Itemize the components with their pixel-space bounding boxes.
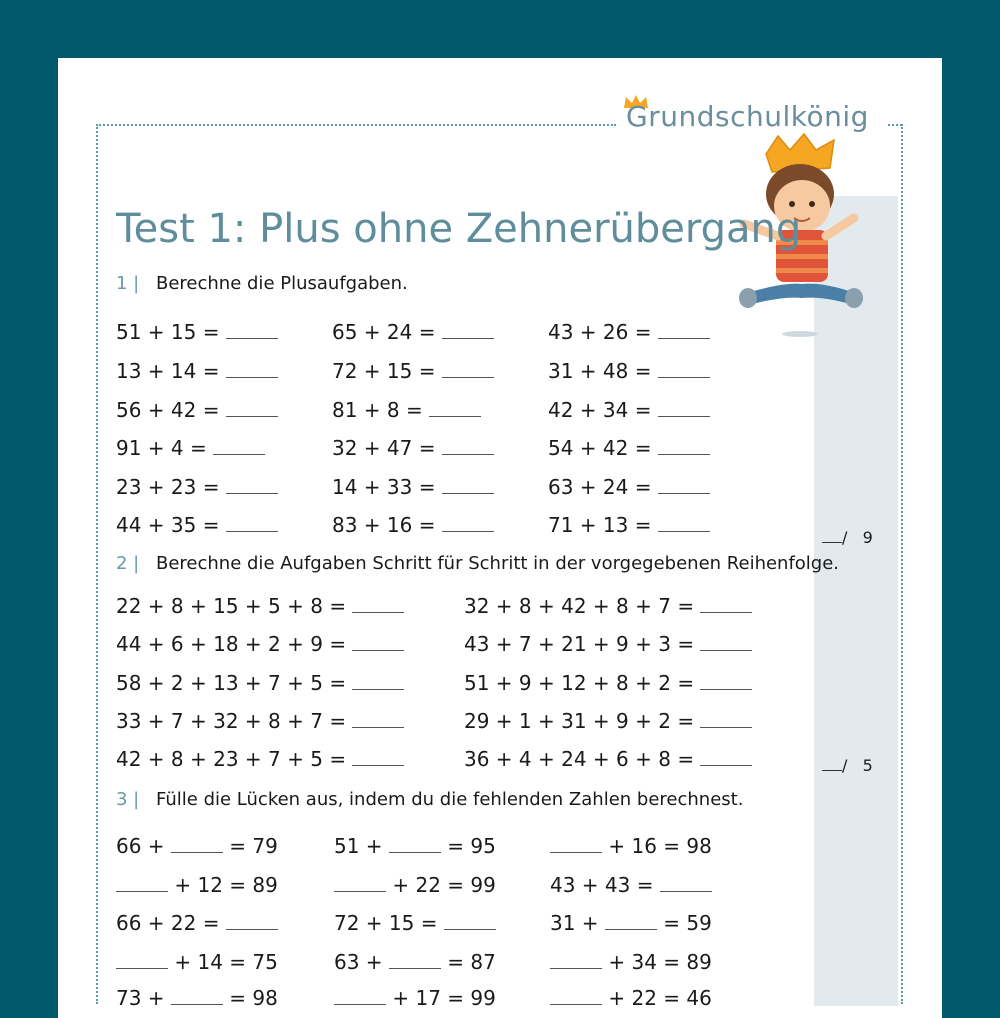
equation-text: 23 + 23 =: [116, 475, 220, 499]
equation-text: + 34 = 89: [608, 950, 712, 974]
answer-blank[interactable]: [550, 838, 602, 853]
answer-blank[interactable]: [352, 598, 404, 613]
equation-text: 13 + 14 =: [116, 359, 220, 383]
answer-blank[interactable]: [226, 517, 278, 532]
answer-blank[interactable]: [700, 713, 752, 728]
equation: [116, 911, 278, 935]
equation: [116, 671, 404, 695]
equation-text: + 16 = 98: [608, 834, 712, 858]
equation: [116, 950, 278, 974]
answer-blank[interactable]: [226, 915, 278, 930]
answer-blank[interactable]: [352, 675, 404, 690]
equation-text: 44 + 35 =: [116, 513, 220, 537]
section-2-heading: [116, 553, 839, 574]
equation-text: 51 +: [334, 834, 383, 858]
equation-text: 22 + 8 + 15 + 5 + 8 =: [116, 594, 347, 618]
answer-blank[interactable]: [226, 363, 278, 378]
equation-text: = 87: [447, 950, 496, 974]
answer-blank[interactable]: [213, 440, 265, 455]
equation: [550, 834, 712, 858]
equation: [550, 950, 712, 974]
equation-text: + 17 = 99: [392, 986, 496, 1010]
answer-blank[interactable]: [658, 517, 710, 532]
equation-text: 43 + 43 =: [550, 873, 654, 897]
equation-text: + 14 = 75: [174, 950, 278, 974]
answer-blank[interactable]: [658, 324, 710, 339]
equation: [116, 475, 278, 499]
answer-blank[interactable]: [442, 517, 494, 532]
equation-text: 72 + 15 =: [332, 359, 436, 383]
equation: [548, 359, 710, 383]
answer-blank[interactable]: [660, 877, 712, 892]
equation-text: 14 + 33 =: [332, 475, 436, 499]
equation: [550, 911, 712, 935]
equation-text: 29 + 1 + 31 + 9 + 2 =: [464, 709, 695, 733]
equation: [548, 513, 710, 537]
answer-blank[interactable]: [658, 479, 710, 494]
equation: [548, 475, 710, 499]
score-max: 9: [862, 528, 873, 547]
score-blank[interactable]: [822, 770, 842, 771]
section-instruction: Berechne die Plusaufgaben.: [156, 273, 408, 294]
answer-blank[interactable]: [116, 877, 168, 892]
answer-blank[interactable]: [226, 479, 278, 494]
equation: [116, 709, 404, 733]
equation: [334, 986, 496, 1010]
answer-blank[interactable]: [700, 675, 752, 690]
answer-blank[interactable]: [352, 636, 404, 651]
score-separator: /: [842, 528, 848, 547]
section-number: 1 |: [116, 273, 140, 294]
equation: [332, 475, 494, 499]
equation: [332, 436, 494, 460]
equation: [464, 671, 752, 695]
answer-blank[interactable]: [442, 324, 494, 339]
answer-blank[interactable]: [389, 954, 441, 969]
answer-blank[interactable]: [658, 440, 710, 455]
equation: [548, 320, 710, 344]
dotted-border-top: [96, 124, 616, 126]
dotted-border-left: [96, 124, 98, 1004]
section-instruction: Berechne die Aufgaben Schritt für Schritt in der vorgegebenen Reihenfolge.: [156, 553, 840, 574]
equation: [464, 709, 752, 733]
score-max: 5: [862, 756, 873, 775]
equation-text: 31 + 48 =: [548, 359, 652, 383]
answer-blank[interactable]: [226, 402, 278, 417]
equation-text: 42 + 34 =: [548, 398, 652, 422]
answer-blank[interactable]: [171, 838, 223, 853]
equation: [332, 398, 481, 422]
equation-text: 72 + 15 =: [334, 911, 438, 935]
answer-blank[interactable]: [116, 954, 168, 969]
answer-blank[interactable]: [700, 636, 752, 651]
section-3-heading: [116, 789, 743, 810]
equation: [116, 834, 278, 858]
equation: [334, 950, 496, 974]
answer-blank[interactable]: [352, 713, 404, 728]
equation-text: 63 +: [334, 950, 383, 974]
equation: [332, 359, 494, 383]
equation: [116, 320, 278, 344]
answer-blank[interactable]: [429, 402, 481, 417]
equation-text: 63 + 24 =: [548, 475, 652, 499]
equation: [548, 398, 710, 422]
equation-text: + 22 = 46: [608, 986, 712, 1010]
equation-text: 31 +: [550, 911, 599, 935]
answer-blank[interactable]: [442, 363, 494, 378]
equation-text: 32 + 47 =: [332, 436, 436, 460]
section-2-score: [822, 756, 873, 775]
equation-text: 91 + 4 =: [116, 436, 207, 460]
equation: [464, 632, 752, 656]
brand-logo: Grundschulkönig: [626, 100, 869, 133]
answer-blank[interactable]: [605, 915, 657, 930]
equation-text: + 12 = 89: [174, 873, 278, 897]
dotted-border-top-right: [888, 124, 902, 126]
equation: [550, 986, 712, 1010]
answer-blank[interactable]: [658, 363, 710, 378]
equation: [116, 398, 278, 422]
equation-text: 83 + 16 =: [332, 513, 436, 537]
equation: [332, 320, 494, 344]
dotted-border-right: [901, 124, 903, 1004]
answer-blank[interactable]: [171, 990, 223, 1005]
equation: [334, 834, 496, 858]
equation-text: 42 + 8 + 23 + 7 + 5 =: [116, 747, 347, 771]
equation-text: 73 +: [116, 986, 165, 1010]
equation: [334, 911, 496, 935]
answer-blank[interactable]: [658, 402, 710, 417]
section-instruction: Fülle die Lücken aus, indem du die fehlenden Zahlen berechnest.: [156, 789, 744, 810]
equation-text: 51 + 15 =: [116, 320, 220, 344]
equation-text: 66 + 22 =: [116, 911, 220, 935]
equation: [116, 986, 278, 1010]
equation-text: 65 + 24 =: [332, 320, 436, 344]
equation-text: 43 + 7 + 21 + 9 + 3 =: [464, 632, 695, 656]
equation-text: 51 + 9 + 12 + 8 + 2 =: [464, 671, 695, 695]
section-number: 2 |: [116, 553, 140, 574]
equation-text: + 22 = 99: [392, 873, 496, 897]
answer-blank[interactable]: [334, 990, 386, 1005]
answer-blank[interactable]: [226, 324, 278, 339]
equation: [548, 436, 710, 460]
equation-text: 81 + 8 =: [332, 398, 423, 422]
equation-text: = 59: [663, 911, 712, 935]
equation: [116, 873, 278, 897]
equation-text: 58 + 2 + 13 + 7 + 5 =: [116, 671, 347, 695]
answer-blank[interactable]: [442, 479, 494, 494]
equation-text: 43 + 26 =: [548, 320, 652, 344]
equation: [116, 594, 404, 618]
equation-text: 36 + 4 + 24 + 6 + 8 =: [464, 747, 695, 771]
answer-blank[interactable]: [389, 838, 441, 853]
equation: [464, 594, 752, 618]
page-title: Test 1: Plus ohne Zehnerübergang: [116, 206, 802, 252]
equation-text: 66 +: [116, 834, 165, 858]
section-1-heading: [116, 273, 408, 294]
answer-blank[interactable]: [700, 751, 752, 766]
answer-blank[interactable]: [334, 877, 386, 892]
equation: [116, 632, 404, 656]
answer-blank[interactable]: [700, 598, 752, 613]
equation-text: = 98: [229, 986, 278, 1010]
equation: [116, 513, 278, 537]
equation: [334, 873, 496, 897]
equation: [116, 436, 265, 460]
equation: [550, 873, 712, 897]
answer-blank[interactable]: [550, 990, 602, 1005]
answer-blank[interactable]: [444, 915, 496, 930]
equation-text: 33 + 7 + 32 + 8 + 7 =: [116, 709, 347, 733]
section-1-score: [822, 528, 873, 547]
equation: [464, 747, 752, 771]
equation: [116, 359, 278, 383]
equation-text: 54 + 42 =: [548, 436, 652, 460]
answer-blank[interactable]: [550, 954, 602, 969]
equation: [332, 513, 494, 537]
section-number: 3 |: [116, 789, 140, 810]
answer-blank[interactable]: [442, 440, 494, 455]
equation-text: 56 + 42 =: [116, 398, 220, 422]
equation: [116, 747, 404, 771]
equation-text: 32 + 8 + 42 + 8 + 7 =: [464, 594, 695, 618]
equation-text: 71 + 13 =: [548, 513, 652, 537]
equation-text: 44 + 6 + 18 + 2 + 9 =: [116, 632, 347, 656]
equation-text: = 95: [447, 834, 496, 858]
score-separator: /: [842, 756, 848, 775]
answer-blank[interactable]: [352, 751, 404, 766]
score-blank[interactable]: [822, 542, 842, 543]
equation-text: = 79: [229, 834, 278, 858]
